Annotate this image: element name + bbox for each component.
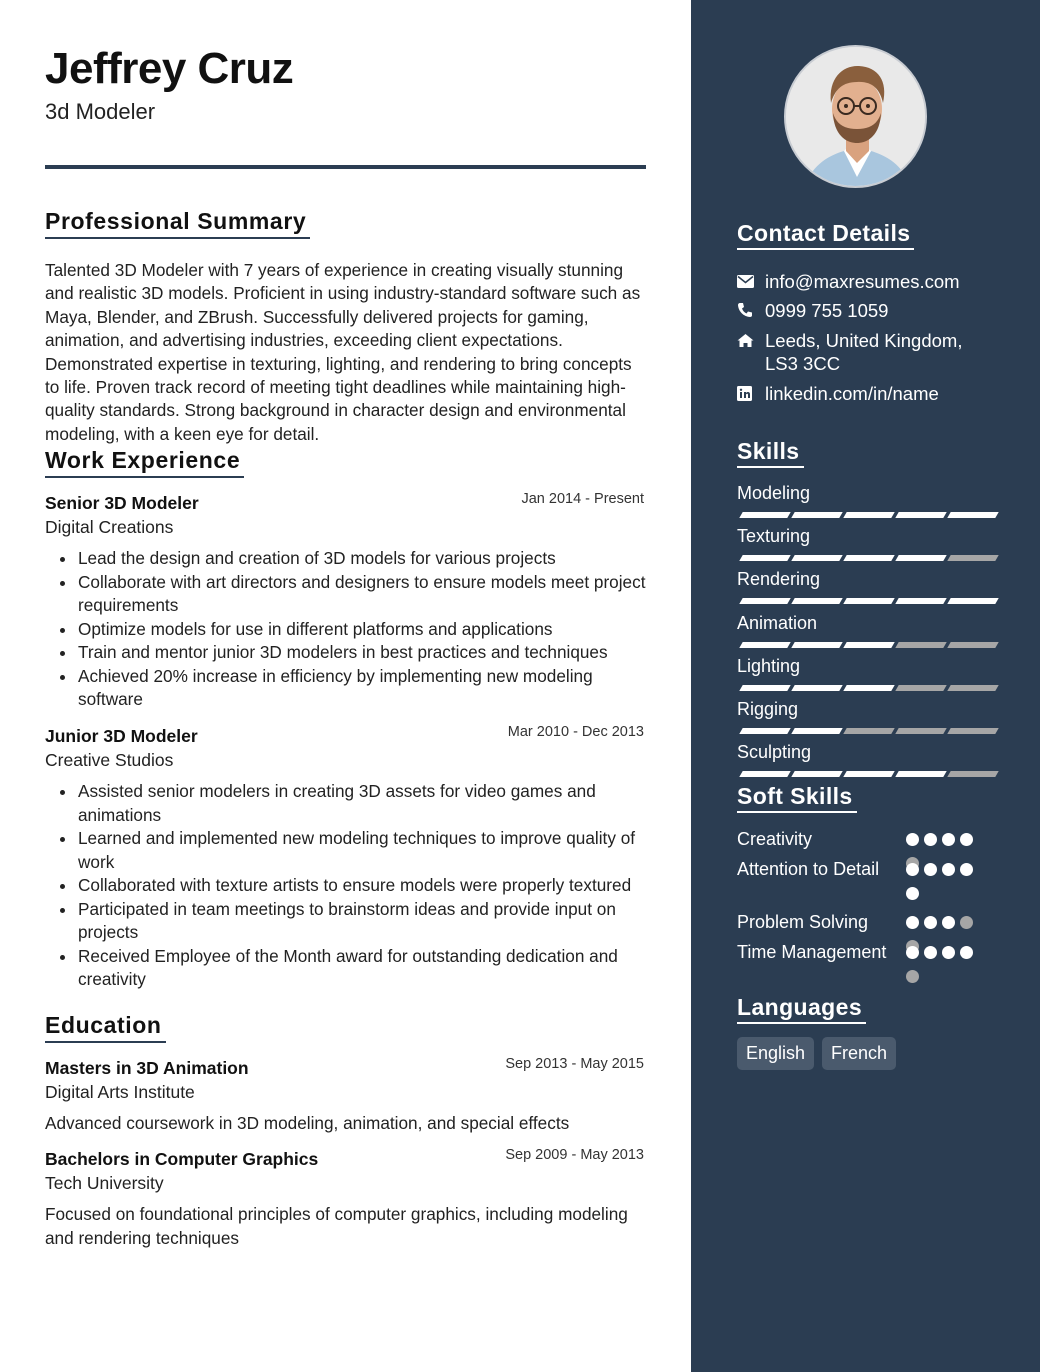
- soft-skill-name: Attention to Detail: [737, 859, 880, 879]
- bullet-item: Achieved 20% increase in efficiency by implementing new modeling software: [45, 665, 646, 712]
- skill-level-bar: [737, 728, 993, 736]
- rating-dot-filled: [924, 833, 937, 846]
- summary-heading: Professional Summary: [45, 208, 310, 239]
- rating-dot-filled: [924, 946, 937, 959]
- degree-date: Sep 2009 - May 2013: [505, 1147, 644, 1163]
- language-chip: English: [737, 1037, 814, 1070]
- skill-segment-filled: [791, 512, 842, 518]
- soft-skill-name: Problem Solving: [737, 912, 869, 932]
- job-bullets: [45, 780, 646, 992]
- degree-title: Masters in 3D Animation: [45, 1058, 249, 1078]
- header-divider: [45, 165, 646, 169]
- skill-level-bar: [737, 771, 993, 779]
- skill-segment-filled: [843, 512, 894, 518]
- skill-segment-filled: [739, 728, 790, 734]
- skill-segment-filled: [843, 685, 894, 691]
- summary-text: Talented 3D Modeler with 7 years of experience in creating visually stunning and realistic 3D models. Proficient in using industry-standard software such as Maya, Blender, and ZBrush. Successfully delivered projects for gaming, animation, and advertising industries, exceeding client expectations. Demonstrated expertise in texturing, lighting, and rendering to bring concepts to life. Proven track record of meeting tight deadlines while maintaining high-quality standards. Strong background in character design and environmental modeling, with a keen eye for detail.: [45, 260, 641, 444]
- job-title: Senior 3D Modeler: [45, 493, 199, 513]
- candidate-title: 3d Modeler: [45, 99, 156, 124]
- skill-segment-empty: [895, 728, 946, 734]
- rating-dot-filled: [942, 863, 955, 876]
- sidebar: [691, 0, 1040, 1372]
- bullet-item: Collaborate with art directors and designers to ensure models meet project requirements: [45, 571, 646, 618]
- skill-item: [737, 699, 993, 721]
- skill-segment-filled: [843, 555, 894, 561]
- skill-level-bar: [737, 512, 993, 520]
- skill-item: [737, 526, 993, 548]
- skill-level-bar: [737, 642, 993, 650]
- rating-dot-filled: [960, 946, 973, 959]
- skill-segment-filled: [739, 512, 790, 518]
- rating-dot-filled: [906, 946, 919, 959]
- skill-segment-filled: [739, 598, 790, 604]
- skill-name: Sculpting: [737, 742, 812, 763]
- envelope-icon: [737, 270, 765, 292]
- soft-skill-item: [737, 941, 987, 964]
- job-company: Creative Studios: [45, 750, 174, 770]
- rating-dot-filled: [942, 916, 955, 929]
- education-description: Advanced coursework in 3D modeling, animation, and special effects: [45, 1113, 570, 1133]
- skill-segment-filled: [739, 685, 790, 691]
- school-name: Tech University: [45, 1173, 164, 1193]
- skill-name: Lighting: [737, 655, 801, 676]
- skill-segment-filled: [791, 642, 842, 648]
- job-date: Jan 2014 - Present: [521, 491, 644, 507]
- contact-address: [737, 329, 997, 375]
- rating-dot-filled: [906, 916, 919, 929]
- contact-linkedin[interactable]: [737, 382, 997, 405]
- candidate-name: Jeffrey Cruz: [45, 44, 294, 93]
- bullet-item: Optimize models for use in different platforms and applications: [45, 618, 646, 642]
- skill-segment-empty: [947, 685, 998, 691]
- skill-segment-empty: [947, 642, 998, 648]
- skill-item: [737, 483, 993, 505]
- skill-segment-filled: [739, 555, 790, 561]
- skill-name: Rendering: [737, 569, 821, 590]
- rating-dot-filled: [906, 887, 919, 900]
- job-bullets: [45, 547, 646, 712]
- skill-item: [737, 569, 993, 591]
- skill-level-bar: [737, 598, 993, 606]
- skill-segment-filled: [843, 771, 894, 777]
- skill-segment-filled: [947, 598, 998, 604]
- bullet-item: Collaborated with texture artists to ensure models were properly textured: [45, 874, 646, 898]
- skill-segment-filled: [791, 728, 842, 734]
- skill-name: Modeling: [737, 483, 811, 503]
- contact-phone[interactable]: [737, 299, 997, 322]
- education-description: Focused on foundational principles of computer graphics, including modeling and rendering techniques: [45, 1204, 628, 1248]
- skill-segment-empty: [947, 771, 998, 777]
- experience-heading: Work Experience: [45, 447, 244, 478]
- bullet-item: Learned and implemented new modeling techniques to improve quality of work: [45, 827, 646, 874]
- skill-segment-filled: [843, 598, 894, 604]
- skill-segment-filled: [791, 598, 842, 604]
- linkedin-icon: [737, 382, 765, 404]
- skill-segment-empty: [947, 555, 998, 561]
- profile-photo: [784, 45, 927, 188]
- skills-heading: Skills: [737, 438, 804, 468]
- skill-segment-empty: [895, 642, 946, 648]
- skill-segment-filled: [895, 598, 946, 604]
- rating-dot-filled: [924, 863, 937, 876]
- languages-heading: Languages: [737, 994, 866, 1024]
- soft-skill-item: [737, 828, 987, 851]
- job-title: Junior 3D Modeler: [45, 726, 198, 746]
- contact-heading: Contact Details: [737, 220, 914, 250]
- rating-dot-filled: [960, 863, 973, 876]
- education-heading: Education: [45, 1012, 166, 1043]
- skill-segment-filled: [739, 771, 790, 777]
- rating-dot-filled: [906, 863, 919, 876]
- bullet-item: Lead the design and creation of 3D models for various projects: [45, 547, 646, 571]
- skill-segment-filled: [947, 512, 998, 518]
- skill-segment-filled: [739, 642, 790, 648]
- soft-skill-item: [737, 911, 987, 934]
- home-icon: [737, 329, 765, 351]
- skill-segment-filled: [895, 771, 946, 777]
- rating-dot-filled: [924, 916, 937, 929]
- skill-segment-empty: [947, 728, 998, 734]
- degree-title: Bachelors in Computer Graphics: [45, 1149, 319, 1169]
- skill-name: Animation: [737, 612, 818, 633]
- rating-dot-filled: [906, 833, 919, 846]
- skill-level-bar: [737, 555, 993, 563]
- language-chip: French: [822, 1037, 896, 1070]
- soft-skill-name: Time Management: [737, 942, 887, 962]
- job-company: Digital Creations: [45, 517, 174, 537]
- contact-email[interactable]: [737, 270, 997, 293]
- soft-skills-heading: Soft Skills: [737, 783, 857, 813]
- skill-name: Texturing: [737, 526, 811, 547]
- address-text: Leeds, United Kingdom, LS3 3CC: [765, 330, 963, 374]
- languages-list: [737, 1037, 896, 1070]
- bullet-item: Train and mentor junior 3D modelers in best practices and techniques: [45, 641, 646, 665]
- rating-dot-empty: [906, 970, 919, 983]
- rating-dot-filled: [942, 833, 955, 846]
- skill-item: [737, 656, 993, 678]
- linkedin-text: linkedin.com/in/name: [765, 383, 939, 404]
- rating-dot-filled: [942, 946, 955, 959]
- skill-segment-filled: [843, 642, 894, 648]
- skill-segment-filled: [791, 555, 842, 561]
- skill-segment-filled: [791, 771, 842, 777]
- skill-level-bar: [737, 685, 993, 693]
- skill-segment-empty: [895, 685, 946, 691]
- skill-item: [737, 742, 993, 764]
- avatar-portrait-icon: [786, 47, 927, 188]
- soft-skill-name: Creativity: [737, 829, 813, 849]
- bullet-item: Participated in team meetings to brainstorm ideas and provide input on projects: [45, 898, 646, 945]
- phone-icon: [737, 299, 765, 321]
- skill-segment-filled: [791, 685, 842, 691]
- degree-date: Sep 2013 - May 2015: [505, 1056, 644, 1072]
- skill-segment-empty: [843, 728, 894, 734]
- skill-item: [737, 613, 993, 635]
- skill-segment-filled: [895, 555, 946, 561]
- school-name: Digital Arts Institute: [45, 1082, 195, 1102]
- phone-text: 0999 755 1059: [765, 300, 889, 321]
- skill-name: Rigging: [737, 699, 799, 719]
- bullet-item: Received Employee of the Month award for outstanding dedication and creativity: [45, 945, 646, 992]
- bullet-item: Assisted senior modelers in creating 3D assets for video games and animations: [45, 780, 646, 827]
- job-date: Mar 2010 - Dec 2013: [507, 724, 644, 740]
- rating-dot-filled: [960, 833, 973, 846]
- soft-skill-item: [737, 858, 987, 881]
- rating-dot-empty: [960, 916, 973, 929]
- email-text: info@maxresumes.com: [765, 271, 960, 292]
- skill-segment-filled: [895, 512, 946, 518]
